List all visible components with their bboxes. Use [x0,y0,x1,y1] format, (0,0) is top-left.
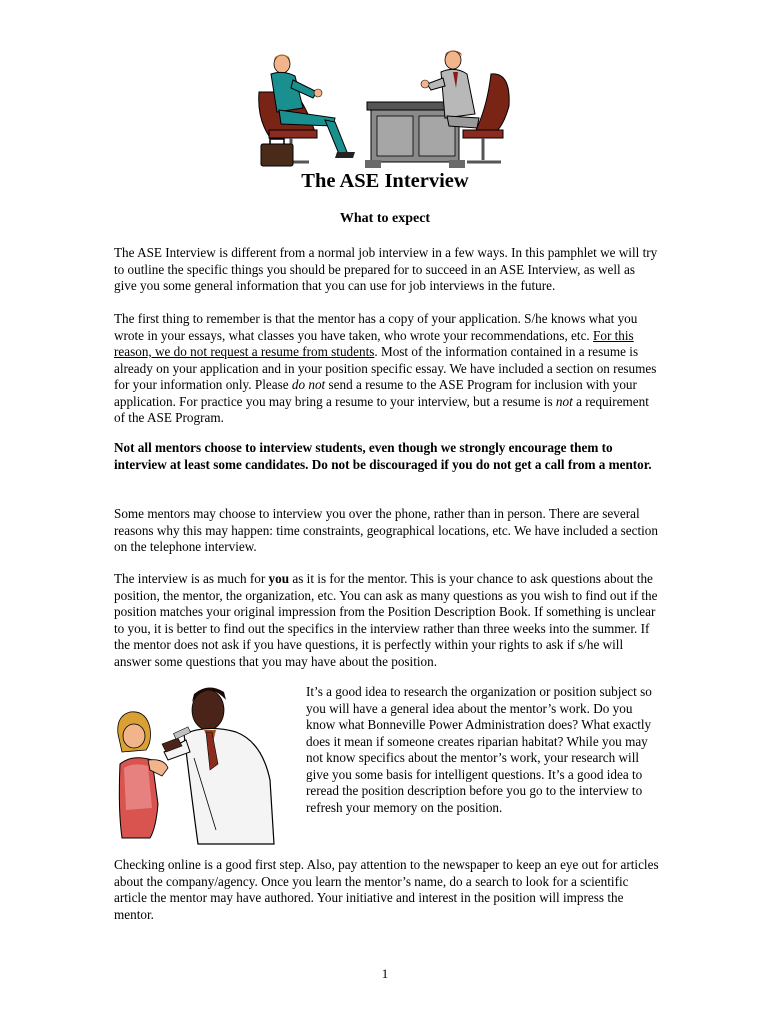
paragraph-intro: The ASE Interview is different from a normal job interview in a few ways. In this pamphlet we will try to outline the specific things you should be prepared for to succeed in an ASE Interview, as well as give you some general information that you can use for job interviews in the future. [114,245,658,293]
paragraph-text: as it is for the mentor. This is your chance to ask questions about the position, the mentor, the organization, etc. You can ask as many questions as you wish to find out if the position matches your original impression from the Position Description Book. If something is unclear to you, it is better to find out the specifics in the interview rather than three weeks into the summer. If the mentor does not ask if you have questions, it is perfectly within your rights to ask if s/he will answer some questions that you may have about the position. [114,571,658,669]
paragraph-text: The first thing to remember is that the mentor has a copy of your application. S/he knows what you wrote in your essays, what classes you have taken, who wrote your recommendations, etc. [114,311,638,343]
paragraph-phone: Some mentors may choose to interview you over the phone, rather than in person. There are several reasons why this may happen: time constraints, geographical locations, etc. We have included a section on the telephone interview. [114,506,658,554]
briefcase-icon [261,139,293,166]
underlined-text: For this reason, we do not request a resume from students [114,327,634,359]
paragraph-interview [114,571,659,670]
paragraph-text: The interview is as much for [114,571,269,586]
paragraph-text: . Most of the information contained in a resume is already on your application and in your position specific essay. We have included a section on resumes for your information only. Please [114,344,657,392]
page-number: 1 [381,966,389,981]
page-subtitle: What to expect [339,211,431,226]
emphasis-text: do not [291,377,326,392]
paragraph-research: It’s a good idea to research the organization or position subject so you will have a general idea about the mentor’s work. Do you know what Bonneville Power Administration does? What exactly does it mean if someone creates riparian habitat? While you may not know specifics about the mentor’s work, your research will give you some basis for intelligent questions. It’s a good idea to reread the position description before you go to the interview to refresh your memory on the position. [306,684,652,815]
paragraph-application [114,311,659,427]
paragraph-text: a requirement of the ASE Program. [114,393,649,425]
paragraph-text: send a resume to the ASE Program for inclusion with your application. For practice you may bring a resume to your interview, but a resume is [114,377,637,409]
doctor-figure [162,687,274,844]
bold-text: you [268,571,290,586]
paragraph-notice: Not all mentors choose to interview students, even though we strongly encourage them to interview at least some candidates. Do not be discouraged if you do not get a call from a mentor. [114,440,652,472]
emphasis-text: not [555,393,573,409]
girl-figure [118,712,168,838]
doctor-vaccination-illustration [112,680,282,848]
page-title: The ASE Interview [301,170,469,192]
job-interview-illustration [255,48,517,172]
paragraph-online: Checking online is a good first step. Also, pay attention to the newspaper to keep an eye out for articles about the company/agency. Once you learn the mentor’s name, do a search to look for a scientific article the mentor may have authored. Your initiative and interest in the position will impress the mentor. [114,857,659,922]
